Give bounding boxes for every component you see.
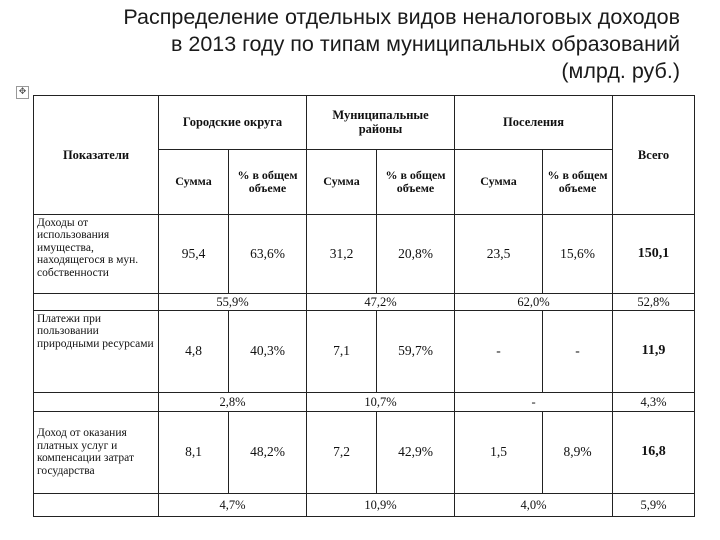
settlement-share: 4,0% (455, 494, 613, 517)
settlement-pct: - (543, 310, 613, 393)
header-district-share: % в общем объеме (377, 149, 455, 214)
district-pct: 20,8% (377, 214, 455, 293)
total-share: 4,3% (613, 393, 695, 412)
header-city-sum: Сумма (159, 149, 229, 214)
header-city-districts: Городские округа (159, 96, 307, 150)
share-row (34, 494, 695, 517)
share-row (34, 393, 695, 412)
header-settlement-sum: Сумма (455, 149, 543, 214)
city-share: 2,8% (159, 393, 307, 412)
district-sum: 31,2 (307, 214, 377, 293)
title-line-1: Распределение отдельных видов неналоговых доходов (123, 5, 680, 29)
district-pct: 59,7% (377, 310, 455, 393)
total-share: 52,8% (613, 294, 695, 311)
title-line-2: в 2013 году по типам муниципальных образований (170, 32, 680, 56)
district-share: 10,7% (307, 393, 455, 412)
settlement-share: 62,0% (455, 294, 613, 311)
row-label: Доход от оказания платных услуг и компенсации затрат государства (34, 411, 159, 494)
district-pct: 42,9% (377, 411, 455, 494)
row-total: 16,8 (613, 411, 695, 494)
district-share: 10,9% (307, 494, 455, 517)
row-label: Доходы от использования имущества, находящегося в мун. собственности (34, 214, 159, 293)
row-label: Платежи при пользовании природными ресурсами (34, 310, 159, 393)
city-share: 4,7% (159, 494, 307, 517)
city-share: 55,9% (159, 294, 307, 311)
settlement-sum: 23,5 (455, 214, 543, 293)
table-move-handle-icon[interactable]: ✥ (16, 86, 29, 99)
header-district-sum: Сумма (307, 149, 377, 214)
district-share: 47,2% (307, 294, 455, 311)
header-settlements: Поселения (455, 96, 613, 150)
city-pct: 40,3% (229, 310, 307, 393)
table-row (34, 310, 695, 393)
share-row (34, 294, 695, 311)
settlement-pct: 8,9% (543, 411, 613, 494)
slide-title (20, 4, 680, 85)
city-sum: 95,4 (159, 214, 229, 293)
header-indicators: Показатели (34, 96, 159, 215)
settlement-sum: - (455, 310, 543, 393)
header-row-groups (34, 96, 695, 150)
title-line-3: (млрд. руб.) (561, 59, 680, 83)
city-pct: 63,6% (229, 214, 307, 293)
header-municipal-districts: Муниципальные районы (307, 96, 455, 150)
settlement-pct: 15,6% (543, 214, 613, 293)
city-pct: 48,2% (229, 411, 307, 494)
table-row (34, 214, 695, 293)
district-sum: 7,2 (307, 411, 377, 494)
district-sum: 7,1 (307, 310, 377, 393)
header-total: Всего (613, 96, 695, 215)
row-total: 11,9 (613, 310, 695, 393)
settlement-sum: 1,5 (455, 411, 543, 494)
row-total: 150,1 (613, 214, 695, 293)
header-settlement-share: % в общем объеме (543, 149, 613, 214)
city-sum: 8,1 (159, 411, 229, 494)
header-city-share: % в общем объеме (229, 149, 307, 214)
city-sum: 4,8 (159, 310, 229, 393)
settlement-share: - (455, 393, 613, 412)
table-row (34, 411, 695, 494)
total-share: 5,9% (613, 494, 695, 517)
revenue-table (33, 95, 695, 517)
